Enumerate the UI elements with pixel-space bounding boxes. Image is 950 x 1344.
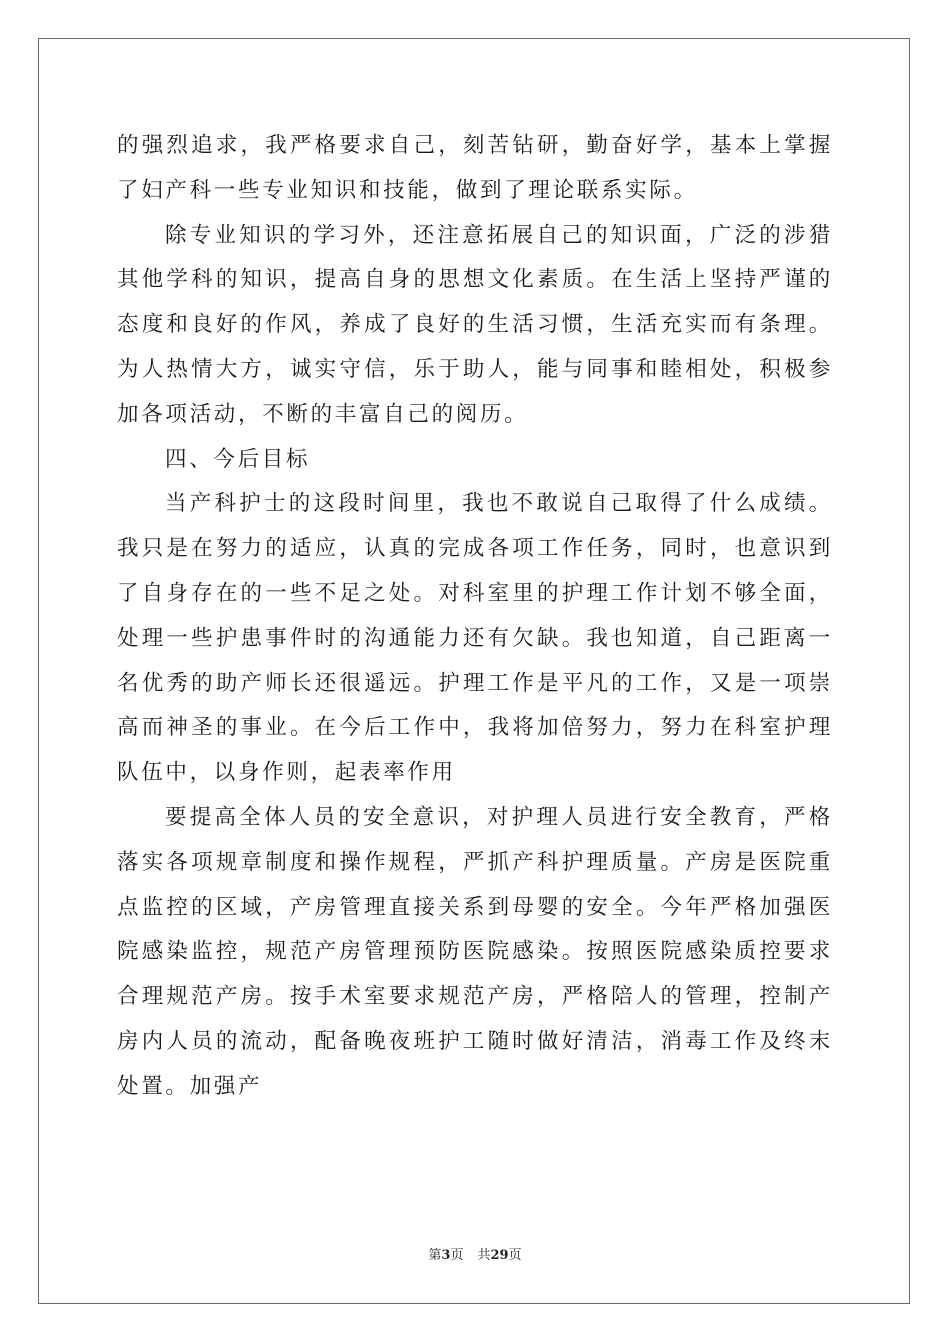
paragraph-2: 除专业知识的学习外，还注意拓展自己的知识面，广泛的涉猎其他学科的知识，提高自身的思想文化素质。在生活上坚持严谨的态度和良好的作风，养成了良好的生活习惯，生活充实而有条理。为人热情大方，诚实守信，乐于助人，能与同事和睦相处，积极参加各项活动，不断的丰富自己的阅历。 bbox=[117, 222, 833, 427]
page-number: 3 bbox=[441, 1248, 451, 1263]
paragraph-1: 的强烈追求，我严格要求自己，刻苦钻研，勤奋好学，基本上掌握了妇产科一些专业知识和技能，做到了理论联系实际。 bbox=[117, 133, 833, 203]
section-heading-4: 四、今后目标 bbox=[165, 446, 311, 472]
page-label-suffix: 页 bbox=[450, 1248, 464, 1263]
total-label-suffix: 页 bbox=[508, 1248, 522, 1263]
document-body bbox=[117, 124, 833, 1110]
total-label-prefix: 共 bbox=[477, 1248, 491, 1263]
total-pages: 29 bbox=[490, 1248, 509, 1263]
paragraph-5: 要提高全体人员的安全意识，对护理人员进行安全教育，严格落实各项规章制度和操作规程，严抓产科护理质量。产房是医院重点监控的区域，产房管理直接关系到母婴的安全。今年严格加强医院感染监控，规范产房管理预防医院感染。按照医院感染质控要求合理规范产房。按手术室要求规范产房，严格陪人的管理，控制产房内人员的流动，配备晚夜班护工随时做好清洁，消毒工作及终末处置。加强产 bbox=[117, 804, 833, 1099]
page-label-prefix: 第 bbox=[428, 1248, 442, 1263]
page-footer bbox=[0, 1247, 950, 1265]
paragraph-4: 当产科护士的这段时间里，我也不敢说自己取得了什么成绩。我只是在努力的适应，认真的完成各项工作任务，同时，也意识到了自身存在的一些不足之处。对科室里的护理工作计划不够全面，处理一些护患事件时的沟通能力还有欠缺。我也知道，自己距离一名优秀的助产师长还很遥远。护理工作是平凡的工作，又是一项崇高而神圣的事业。在今后工作中，我将加倍努力，努力在科室护理队伍中，以身作则，起表率作用 bbox=[117, 491, 833, 786]
